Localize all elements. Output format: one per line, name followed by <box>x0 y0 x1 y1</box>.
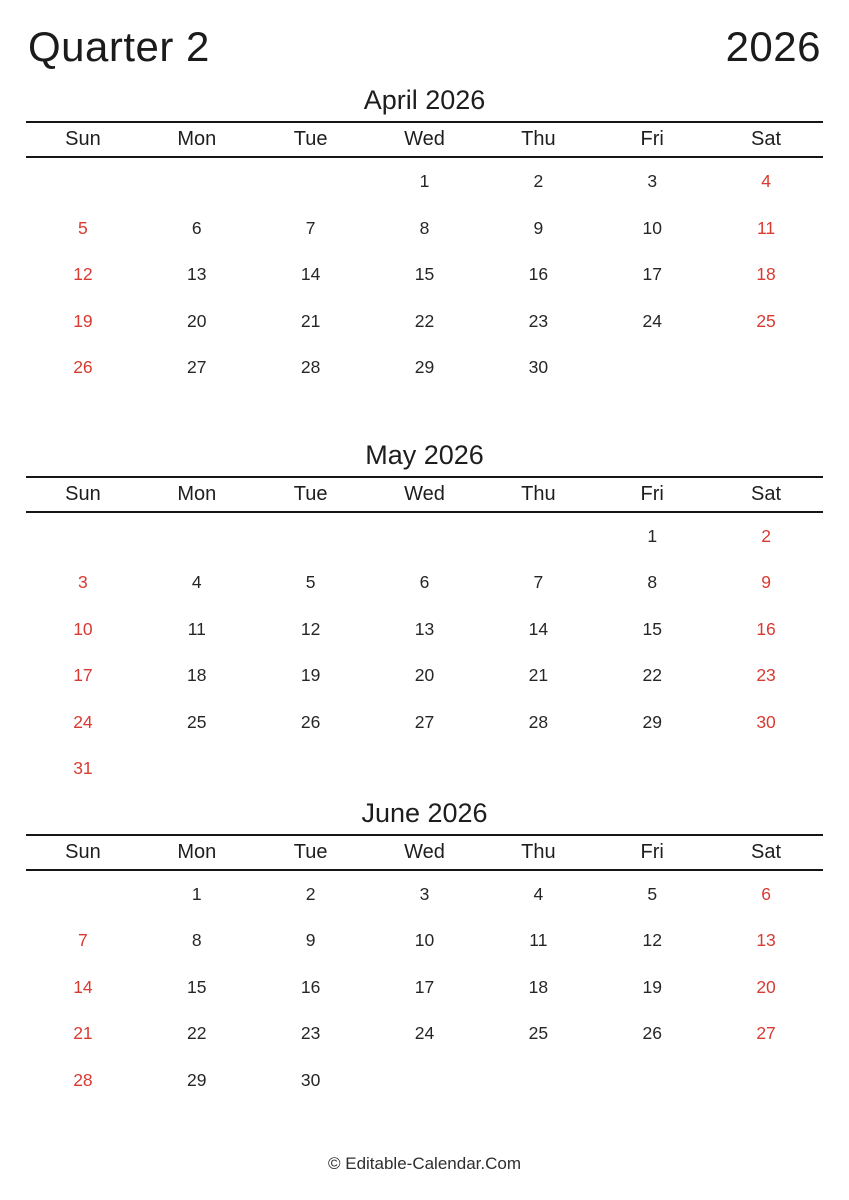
date-cell: 20 <box>187 310 207 331</box>
date-cell: 8 <box>647 572 658 593</box>
date-cell: 18 <box>187 665 207 686</box>
date-cell: 22 <box>642 665 662 686</box>
week-row <box>26 205 823 252</box>
date-cell: 30 <box>300 1069 321 1090</box>
date-cell: 3 <box>647 171 658 192</box>
date-cell: 30 <box>528 357 549 378</box>
day-header-wed: Wed <box>404 840 445 863</box>
date-cell: 25 <box>187 711 207 732</box>
month-title: May 2026 <box>365 439 484 470</box>
date-cell: 12 <box>642 930 662 951</box>
date-cell: 13 <box>187 264 207 285</box>
week-row <box>26 652 823 699</box>
day-header-wed: Wed <box>404 482 445 505</box>
date-cell: 29 <box>414 357 435 378</box>
date-cell: 23 <box>756 665 776 686</box>
date-cell: 29 <box>187 1069 207 1090</box>
date-cell: 3 <box>419 883 430 904</box>
day-header-fri: Fri <box>640 128 664 151</box>
day-header-tue: Tue <box>293 128 328 151</box>
day-header-tue: Tue <box>293 482 328 505</box>
day-header-wed: Wed <box>404 128 445 151</box>
day-header-sat: Sat <box>751 128 782 151</box>
date-cell: 19 <box>73 310 93 331</box>
week-row <box>26 559 823 606</box>
month-grid <box>26 476 823 792</box>
week-row <box>26 513 823 560</box>
date-cell: 17 <box>73 665 93 686</box>
date-cell: 21 <box>300 310 321 331</box>
day-header-thu: Thu <box>521 840 556 863</box>
date-cell: 27 <box>414 711 435 732</box>
date-cell: 28 <box>300 357 321 378</box>
date-cell: 1 <box>191 883 202 904</box>
year-label: 2026 <box>725 23 821 70</box>
date-cell: 7 <box>533 572 544 593</box>
month-calendar-may <box>0 440 849 792</box>
day-header-thu: Thu <box>521 482 556 505</box>
date-cell: 26 <box>73 357 93 378</box>
date-cell: 1 <box>419 171 430 192</box>
week-row <box>26 158 823 205</box>
date-cell: 26 <box>642 1023 662 1044</box>
date-cell: 12 <box>300 618 321 639</box>
date-cell: 22 <box>187 1023 207 1044</box>
date-cell: 10 <box>73 618 93 639</box>
date-cell: 17 <box>642 264 662 285</box>
page-header <box>0 0 849 72</box>
date-cell: 15 <box>414 264 435 285</box>
week-row <box>26 344 823 391</box>
date-cell: 4 <box>533 883 544 904</box>
date-cell: 9 <box>761 572 771 593</box>
day-header-thu: Thu <box>521 128 556 151</box>
month-calendar-april <box>0 85 849 391</box>
date-cell: 5 <box>305 572 316 593</box>
day-header-row <box>26 121 823 158</box>
date-cell: 15 <box>642 618 662 639</box>
date-cell: 10 <box>642 217 662 238</box>
date-cell: 27 <box>187 357 207 378</box>
date-cell: 20 <box>414 665 435 686</box>
day-header-mon: Mon <box>177 482 217 505</box>
date-cell: 19 <box>642 976 662 997</box>
date-cell: 16 <box>756 618 776 639</box>
date-cell: 6 <box>191 217 202 238</box>
date-cell: 7 <box>305 217 316 238</box>
week-row <box>26 917 823 964</box>
month-calendar-june <box>0 798 849 1104</box>
date-cell: 18 <box>756 264 776 285</box>
date-cell: 31 <box>73 758 93 779</box>
date-cell: 1 <box>647 525 658 546</box>
date-cell: 5 <box>647 883 658 904</box>
date-cell: 12 <box>73 264 93 285</box>
date-cell: 9 <box>533 217 544 238</box>
day-header-row <box>26 834 823 871</box>
date-cell: 10 <box>414 930 435 951</box>
date-cell: 23 <box>300 1023 321 1044</box>
date-cell: 24 <box>73 711 93 732</box>
week-row <box>26 606 823 653</box>
date-cell: 13 <box>414 618 435 639</box>
date-cell: 30 <box>756 711 776 732</box>
date-cell: 21 <box>528 665 549 686</box>
date-cell: 26 <box>300 711 321 732</box>
week-row <box>26 251 823 298</box>
day-header-mon: Mon <box>177 128 217 151</box>
month-title: April 2026 <box>363 85 486 116</box>
date-cell: 11 <box>756 217 776 238</box>
date-cell: 17 <box>414 976 435 997</box>
day-header-fri: Fri <box>640 482 664 505</box>
day-header-mon: Mon <box>177 840 217 863</box>
date-cell: 15 <box>187 976 207 997</box>
week-row <box>26 699 823 746</box>
week-row <box>26 964 823 1011</box>
day-header-sat: Sat <box>751 840 782 863</box>
date-cell: 2 <box>761 525 771 546</box>
month-grid <box>26 121 823 391</box>
day-header-sun: Sun <box>65 840 101 863</box>
week-row <box>26 1057 823 1104</box>
date-cell: 6 <box>761 883 771 904</box>
date-cell: 25 <box>756 310 776 331</box>
date-cell: 19 <box>300 665 321 686</box>
month-grid <box>26 834 823 1104</box>
week-row <box>26 745 823 792</box>
date-cell: 3 <box>78 572 88 593</box>
day-header-fri: Fri <box>640 840 664 863</box>
date-cell: 8 <box>419 217 430 238</box>
day-header-sun: Sun <box>65 482 101 505</box>
date-cell: 18 <box>528 976 549 997</box>
day-header-row <box>26 476 823 513</box>
date-cell: 16 <box>300 976 321 997</box>
date-cell: 9 <box>305 930 316 951</box>
footer-credit: © Editable-Calendar.Com <box>327 1154 521 1173</box>
date-cell: 24 <box>414 1023 435 1044</box>
date-cell: 22 <box>414 310 435 331</box>
date-cell: 2 <box>533 171 544 192</box>
date-cell: 6 <box>419 572 430 593</box>
quarter-title: Quarter 2 <box>28 23 210 70</box>
day-header-sat: Sat <box>751 482 782 505</box>
date-cell: 20 <box>756 976 776 997</box>
date-cell: 16 <box>528 264 549 285</box>
date-cell: 4 <box>191 572 202 593</box>
date-cell: 8 <box>191 930 202 951</box>
date-cell: 5 <box>78 217 88 238</box>
date-cell: 27 <box>756 1023 776 1044</box>
date-cell: 14 <box>73 976 93 997</box>
date-cell: 2 <box>305 883 316 904</box>
week-row <box>26 298 823 345</box>
date-cell: 21 <box>73 1023 93 1044</box>
date-cell: 14 <box>528 618 549 639</box>
date-cell: 28 <box>73 1069 93 1090</box>
date-cell: 28 <box>528 711 549 732</box>
date-cell: 24 <box>642 310 662 331</box>
date-cell: 25 <box>528 1023 549 1044</box>
week-row <box>26 1010 823 1057</box>
date-cell: 7 <box>78 930 88 951</box>
day-header-sun: Sun <box>65 128 101 151</box>
date-cell: 4 <box>761 171 771 192</box>
month-title: June 2026 <box>361 797 488 828</box>
date-cell: 23 <box>528 310 549 331</box>
date-cell: 11 <box>529 930 548 951</box>
date-cell: 13 <box>756 930 776 951</box>
date-cell: 11 <box>187 618 206 639</box>
day-header-tue: Tue <box>293 840 328 863</box>
date-cell: 14 <box>300 264 321 285</box>
date-cell: 29 <box>642 711 662 732</box>
week-row <box>26 871 823 918</box>
